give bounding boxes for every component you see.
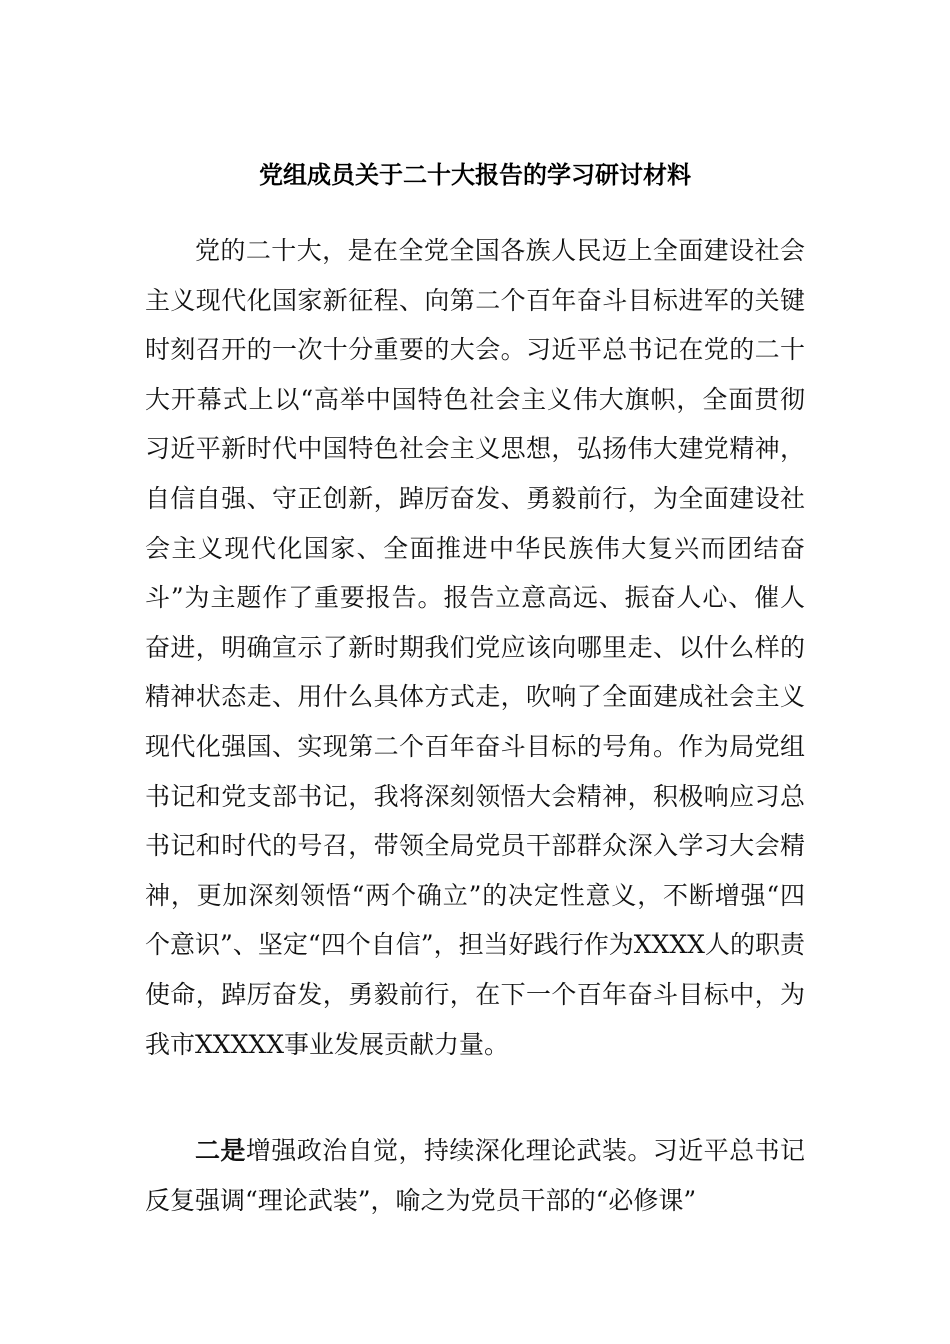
paragraph-1-text: 党的二十大，是在全党全国各族人民迈上全面建设社会主义现代化国家新征程、向第二个百年奋斗目标进军的关键时刻召开的一次十分重要的大会。习近平总书记在党的二十大开幕式上以“高举中国特色社会主义伟大旗帜，全面贯彻习近平新时代中国特色社会主义思想，弘扬伟大建党精神，自信自强、守正创新，踔厉奋发、勇毅前行，为全面建设社会主义现代化国家、全面推进中华民族伟大复兴而团结奋斗”为主题作了重要报告。报告立意高远、振奋人心、催人奋进，明确宣示了新时期我们党应该向哪里走、以什么样的精神状态走、用什么具体方式走，吹响了全面建成社会主义现代化强国、实现第二个百年奋斗目标的号角。作为局党组书记和党支部书记，我将深刻领悟大会精神，积极响应习总书记和时代的号召，带领全局党员干部群众深入学习大会精神，更加深刻领悟“两个确立”的决定性意义，不断增强“四个意识”、坚定“四个自信”，担当好践行作为XXXX人的职责使命，踔厉奋发，勇毅前行，在下一个百年奋斗目标中，为我市XXXXX事业发展贡献力量。: [145, 236, 805, 1059]
document-title: 党组成员关于二十大报告的学习研讨材料: [259, 160, 691, 189]
paragraph-2-lead: 二是: [195, 1136, 246, 1165]
paragraph-1: [145, 226, 805, 1069]
paragraph-2: [145, 1126, 805, 1225]
paragraph-2-text: 增强政治自觉，持续深化理论武装。习近平总书记反复强调“理论武装”，喻之为党员干部的“必修课”: [145, 1136, 805, 1215]
